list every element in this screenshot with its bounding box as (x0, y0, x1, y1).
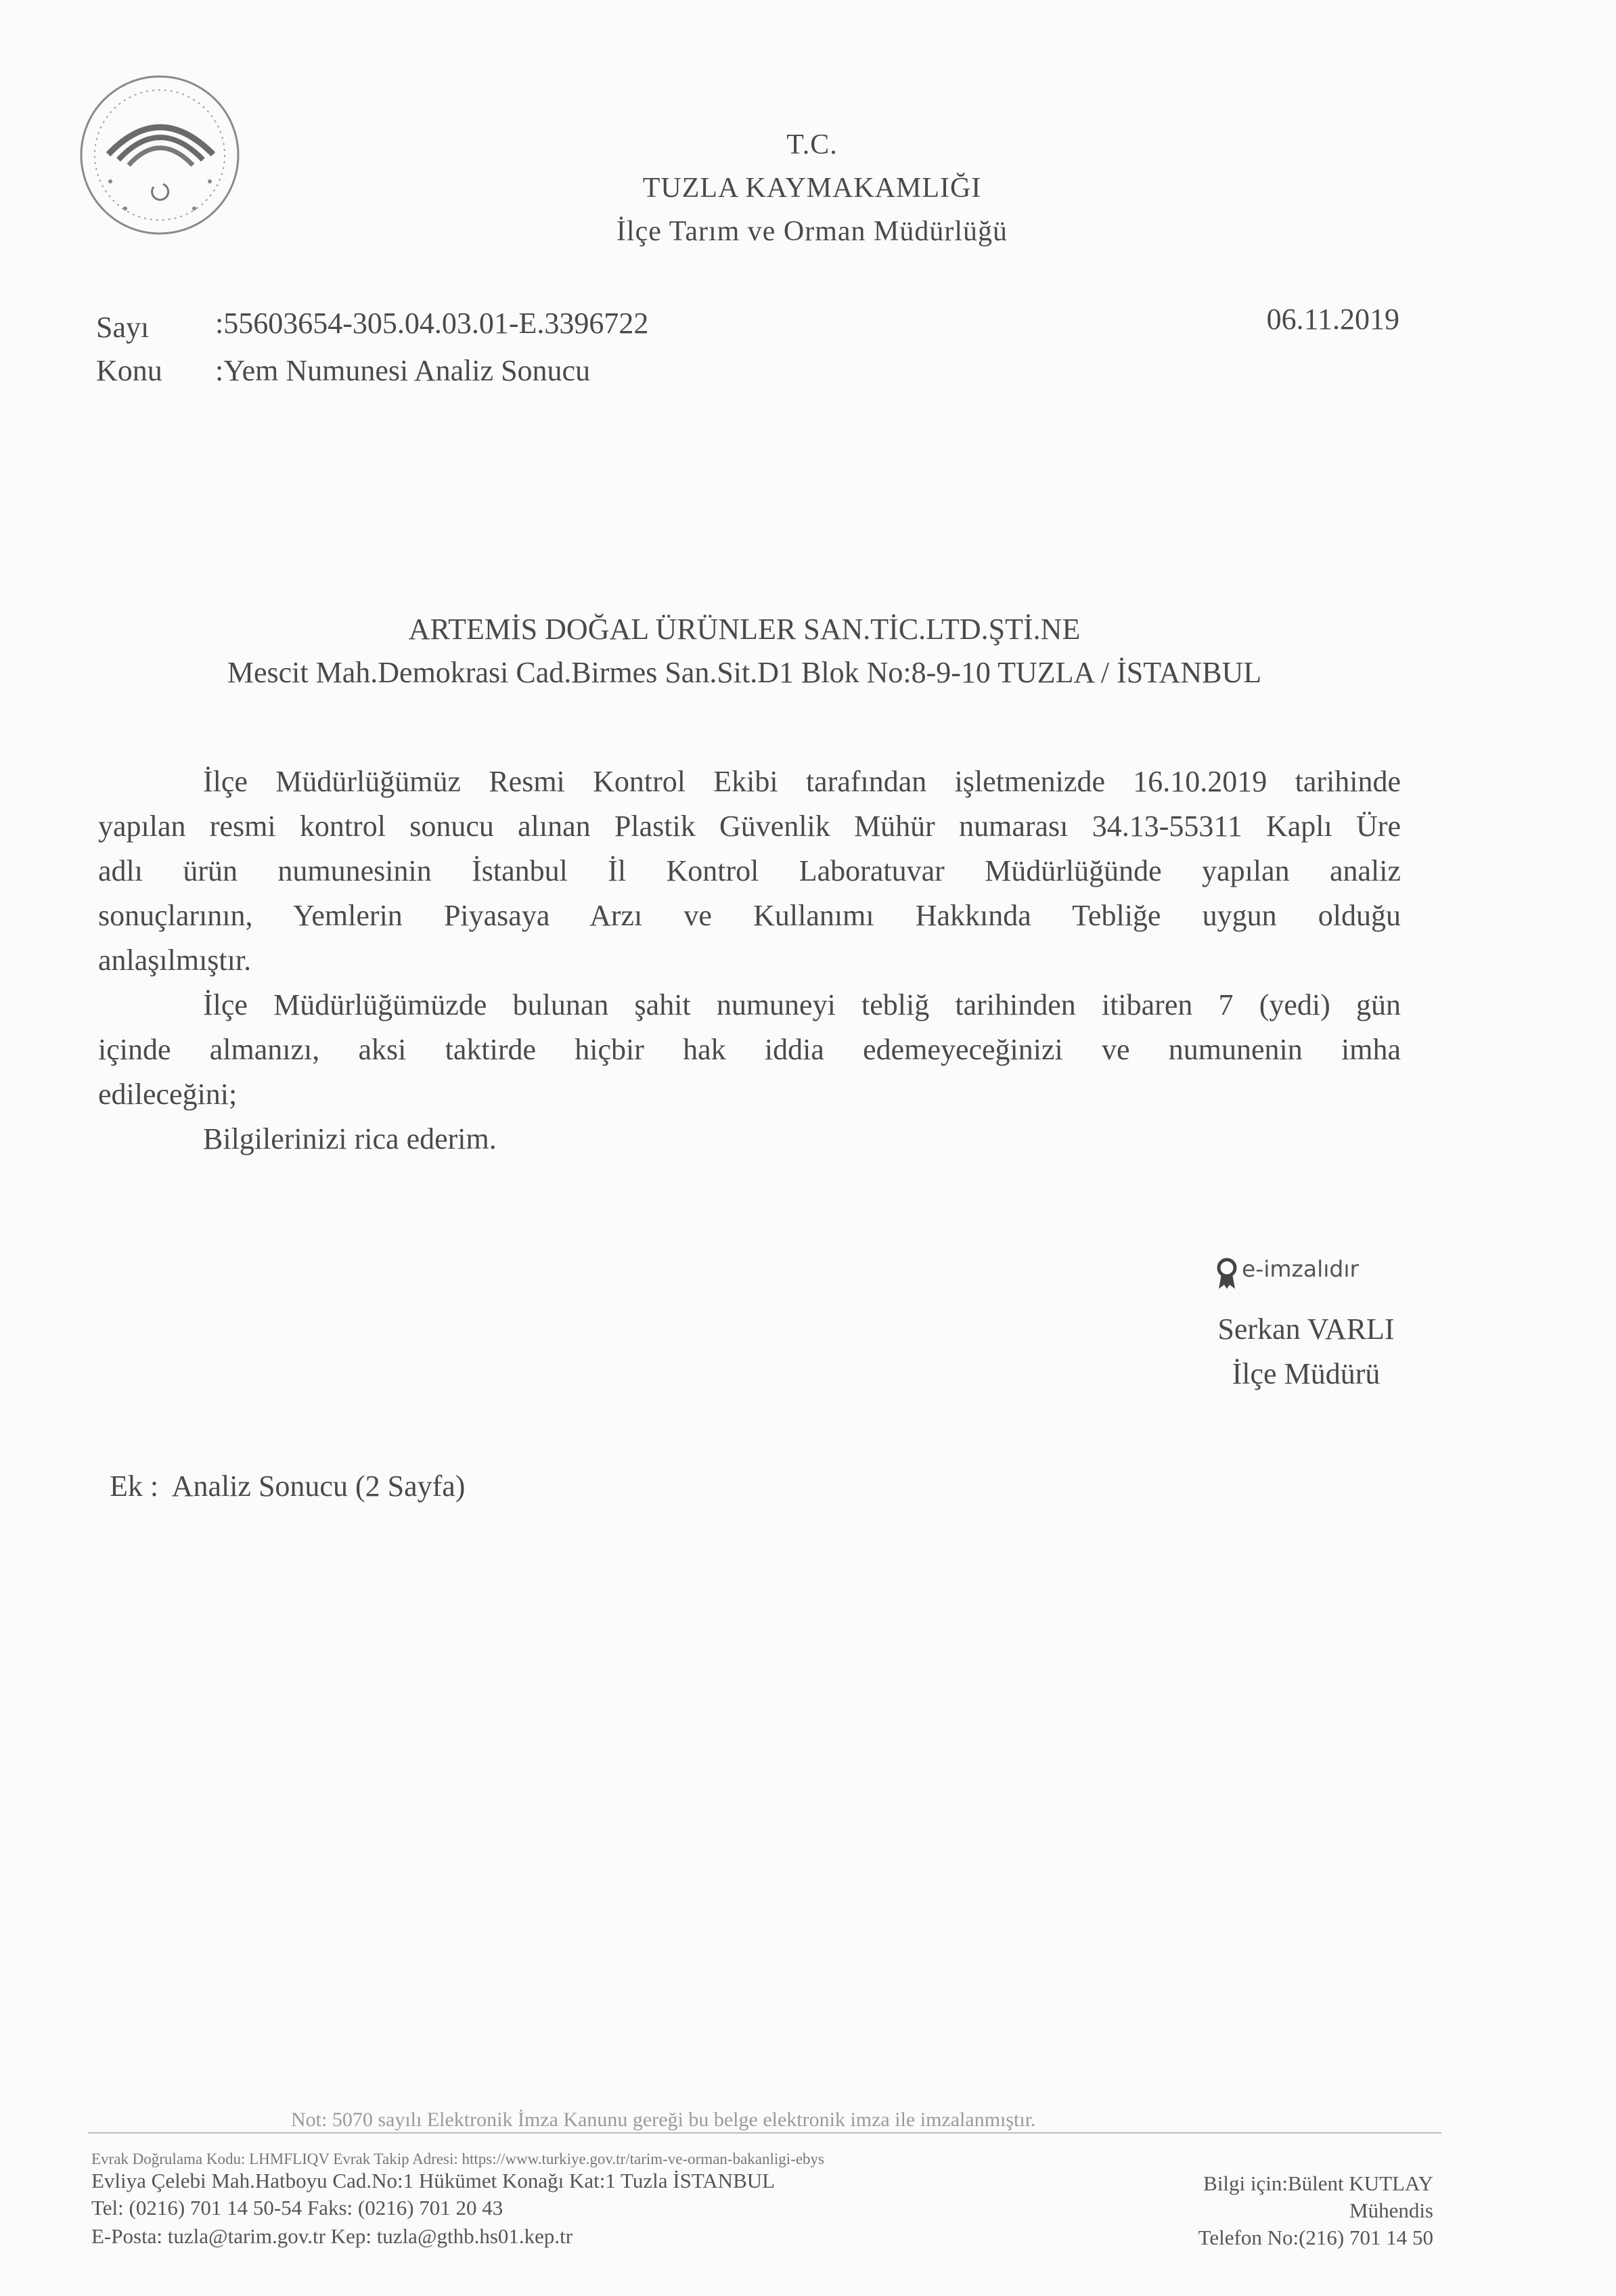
p3-line-1: Bilgilerinizi rica ederim. (203, 1122, 497, 1155)
footer-email: E-Posta: tuzla@tarim.gov.tr Kep: tuzla@gthb.hs01.kep.tr (91, 2224, 573, 2248)
footer-address: Evliya Çelebi Mah.Hatboyu Cad.No:1 Hükümet Konağı Kat:1 Tuzla İSTANBUL (91, 2169, 776, 2192)
header-org: TUZLA KAYMAKAMLIĞI (642, 173, 982, 204)
body-paragraph-1-cont (98, 804, 1401, 983)
p2-line-3: edileceğini; (98, 1078, 238, 1111)
attachment-line: Ek : Analiz Sonucu (2 Sayfa) (110, 1470, 466, 1503)
verify-line: Evrak Doğrulama Kodu: LHMFLIQV Evrak Takip Adresi: https://www.turkiye.gov.tr/tarim-ve-orman-bakanligi-ebys (91, 2150, 824, 2167)
document-date: 06.11.2019 (1266, 303, 1399, 336)
footer-divider (88, 2132, 1441, 2134)
body-paragraph-2 (203, 983, 1401, 1028)
recipient-name: ARTEMİS DOĞAL ÜRÜNLER SAN.TİC.LTD.ŞTİ.NE (408, 613, 1081, 646)
signer-title: İlçe Müdürü (1232, 1357, 1381, 1390)
signer-name: Serkan VARLI (1217, 1312, 1395, 1346)
info-title: Mühendis (1349, 2199, 1433, 2222)
konu-value: :Yem Numunesi Analiz Sonucu (215, 354, 591, 387)
body-paragraph-3 (203, 1117, 1401, 1162)
sayi-value: :55603654-305.04.03.01-E.3396722 (215, 307, 649, 340)
p2-line-2: içinde almanızı, aksi taktirde hiçbir hak iddia edemeyeceğinizi ve numunenin imha (98, 1033, 1401, 1066)
ribbon-icon (1215, 1258, 1239, 1290)
konu-label: Konu (96, 354, 162, 387)
body-paragraph-2-cont (98, 1028, 1401, 1117)
header-tc: T.C. (786, 129, 838, 160)
p1-line-5: anlaşılmıştır. (98, 944, 252, 977)
p1-line-2: yapılan resmi kontrol sonucu alınan Plastik Güvenlik Mühür numarası 34.13-55311 Kaplı Üre (98, 810, 1401, 843)
sayi-label: Sayı (96, 311, 150, 344)
eimza-text: e-imzalıdır (1242, 1256, 1360, 1282)
recipient-address: Mescit Mah.Demokrasi Cad.Birmes San.Sit.D1 Blok No:8-9-10 TUZLA / İSTANBUL (227, 656, 1262, 689)
esign-note: Not: 5070 sayılı Elektronik İmza Kanunu gereği bu belge elektronik imza ile imzalanmıştır. (291, 2109, 1036, 2131)
ministry-seal-logo (78, 73, 242, 237)
info-phone: Telefon No:(216) 701 14 50 (1198, 2226, 1433, 2249)
footer-tel: Tel: (0216) 701 14 50-54 Faks: (0216) 701 20 43 (91, 2196, 503, 2220)
p1-line-4: sonuçlarının, Yemlerin Piyasaya Arzı ve Kullanımı Hakkında Tebliğe uygun olduğu (98, 899, 1401, 932)
body-paragraph-1 (203, 759, 1401, 804)
info-label: Bilgi için:Bülent KUTLAY (1203, 2171, 1433, 2195)
p1-line-1: İlçe Müdürlüğümüz Resmi Kontrol Ekibi tarafından işletmenizde 16.10.2019 tarihinde (203, 765, 1401, 798)
p1-line-3: adlı ürün numunesinin İstanbul İl Kontrol Laboratuvar Müdürlüğünde yapılan analiz (98, 854, 1401, 887)
eimza-stamp (1215, 1256, 1404, 1290)
header-dept: İlçe Tarım ve Orman Müdürlüğü (616, 216, 1008, 247)
p2-line-1: İlçe Müdürlüğümüzde bulunan şahit numuneyi tebliğ tarihinden itibaren 7 (yedi) gün (203, 988, 1401, 1021)
